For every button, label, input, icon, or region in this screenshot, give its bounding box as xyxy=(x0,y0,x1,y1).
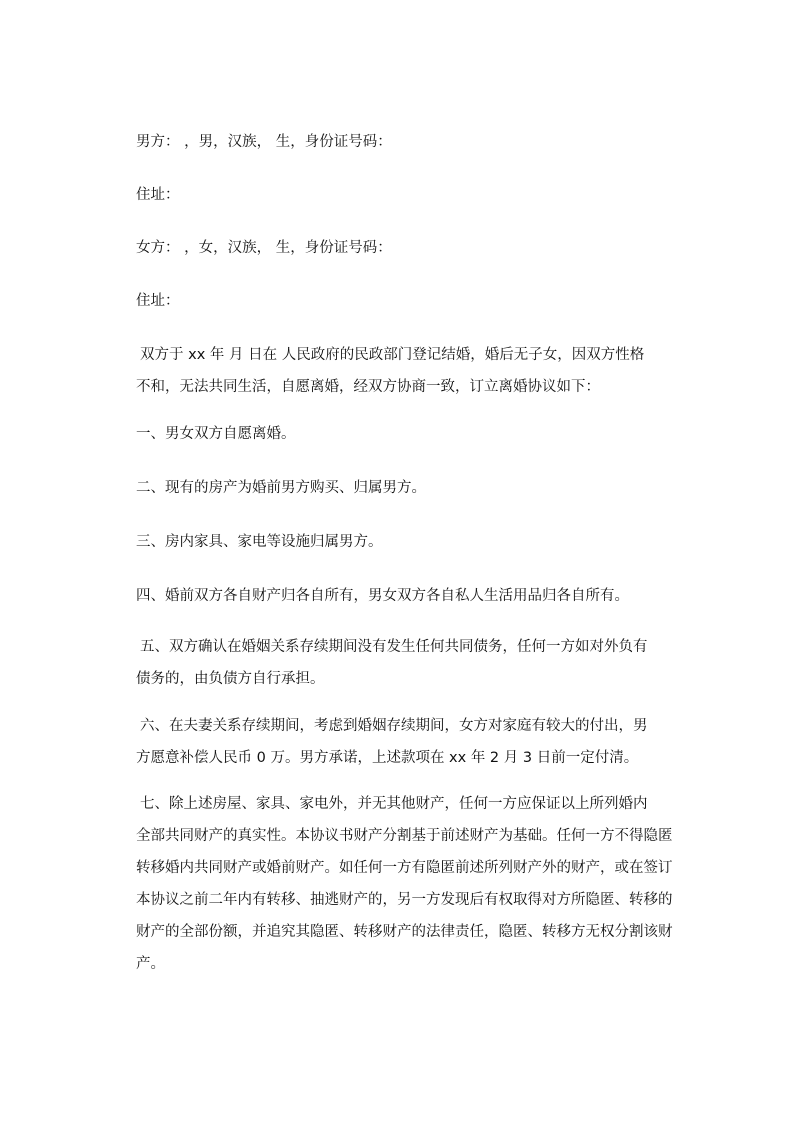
intro-paragraph xyxy=(136,339,702,403)
intro-row: 双方于 xx 年 月 日在 人民政府的民政部门登记结婚，婚后无子女，因双方性格 xyxy=(140,347,645,363)
clause-row: 债务的，由负债方自行承担。 xyxy=(136,671,325,687)
clause-7 xyxy=(136,788,702,980)
clause-row: 转移婚内共同财产或婚前财产。如任何一方有隐匿前述所列财产外的财产，或在签订 xyxy=(136,860,673,876)
clause-row: 七、除上述房屋、家具、家电外，并无其他财产，任何一方应保证以上所列婚内 xyxy=(140,796,648,812)
clause-row: 全部共同财产的真实性。本协议书财产分割基于前述财产为基础。任何一方不得隐匿 xyxy=(136,828,673,844)
male-party-line: 男方： ，男，汉族， 生，身份证号码： xyxy=(136,134,392,150)
female-party-line: 女方： ，女，汉族， 生，身份证号码： xyxy=(136,240,392,256)
clause-row: 五、双方确认在婚姻关系存续期间没有发生任何共同债务，任何一方如对外负有 xyxy=(140,639,648,655)
clause-row: 财产的全部份额，并追究其隐匿、转移财产的法律责任，隐匿、转移方无权分割该财 xyxy=(136,924,673,940)
clause-3: 三、房内家具、家电等设施归属男方。 xyxy=(136,534,383,550)
intro-row: 不和，无法共同生活，自愿离婚，经双方协商一致，订立离婚协议如下： xyxy=(136,379,600,395)
clause-1: 一、男女双方自愿离婚。 xyxy=(136,426,296,442)
clause-6 xyxy=(136,710,702,774)
female-address-line: 住址： xyxy=(136,293,180,309)
male-address-line: 住址： xyxy=(136,187,180,203)
clause-row: 六、在夫妻关系存续期间，考虑到婚姻存续期间，女方对家庭有较大的付出，男 xyxy=(140,718,648,734)
clause-2: 二、现有的房产为婚前男方购买、归属男方。 xyxy=(136,480,426,496)
clause-row: 产。 xyxy=(136,956,165,972)
clause-row: 本协议之前二年内有转移、抽逃财产的，另一方发现后有权取得对方所隐匿、转移的 xyxy=(136,892,673,908)
clause-row: 方愿意补偿人民币 0 万。男方承诺，上述款项在 xx 年 2 月 3 日前一定付清。 xyxy=(136,750,639,766)
clause-4: 四、婚前双方各自财产归各自所有，男女双方各自私人生活用品归各自所有。 xyxy=(136,588,629,604)
clause-5 xyxy=(136,631,702,695)
